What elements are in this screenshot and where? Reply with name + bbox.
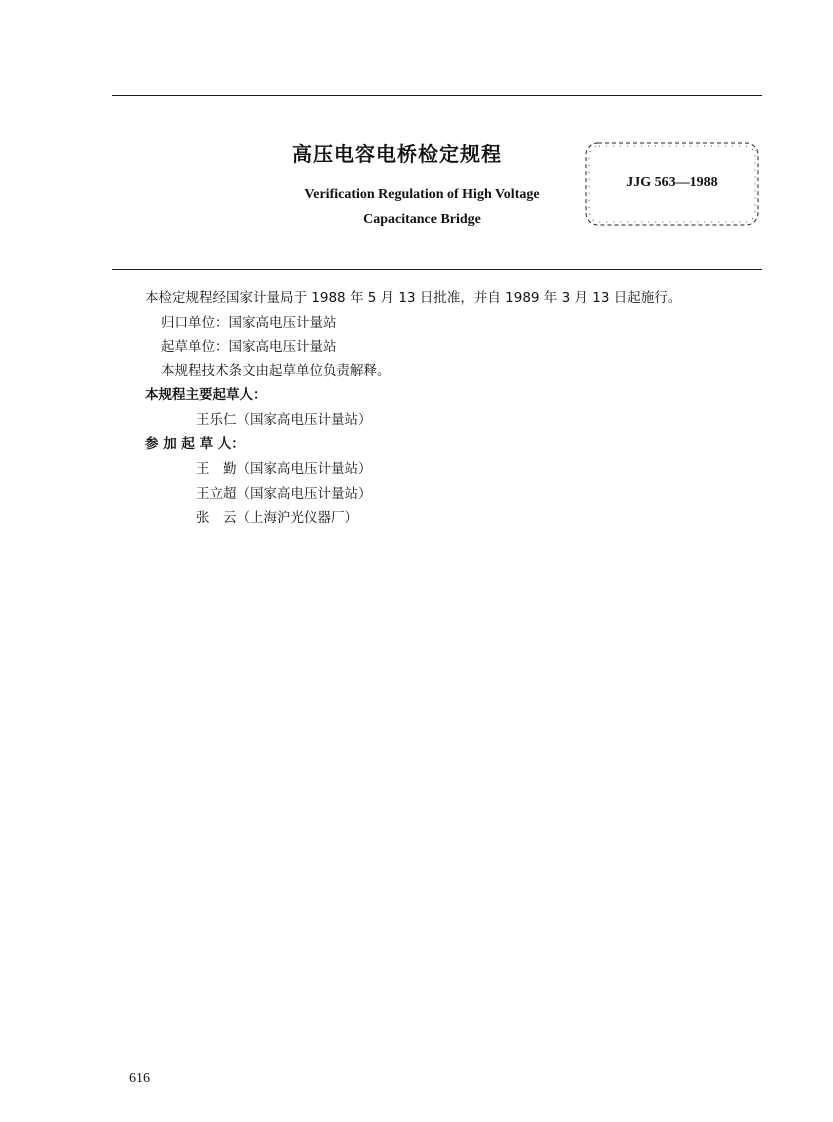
page-number: 616	[129, 1071, 150, 1086]
main-drafter-heading: 本规程主要起草人：	[145, 387, 267, 403]
participants-heading: 参 加 起 草 人：	[145, 436, 245, 452]
bottom-rule	[112, 269, 762, 270]
title-chinese: 高压电容电桥检定规程	[292, 142, 502, 166]
administering-unit: 归口单位：国家高电压计量站	[161, 315, 337, 331]
top-rule	[112, 95, 762, 96]
standard-code: JJG 563—1988	[626, 175, 718, 190]
participant: 王 勤（国家高电压计量站）	[196, 461, 372, 477]
participant: 王立超（国家高电压计量站）	[196, 486, 372, 502]
participant: 张 云（上海沪光仪器厂）	[196, 510, 358, 526]
main-drafter: 王乐仁（国家高电压计量站）	[196, 412, 372, 428]
standard-code-box	[584, 141, 760, 227]
title-english-line2: Capacitance Bridge	[363, 212, 481, 227]
interpretation-note: 本规程技术条文由起草单位负责解释。	[161, 363, 391, 379]
approval-statement: 本检定规程经国家计量局于 1988 年 5 月 13 日批准，并自 1989 年 3 月 13 日起施行。	[145, 290, 682, 306]
title-english-line1: Verification Regulation of High Voltage	[304, 187, 540, 202]
drafting-unit: 起草单位：国家高电压计量站	[161, 339, 337, 355]
